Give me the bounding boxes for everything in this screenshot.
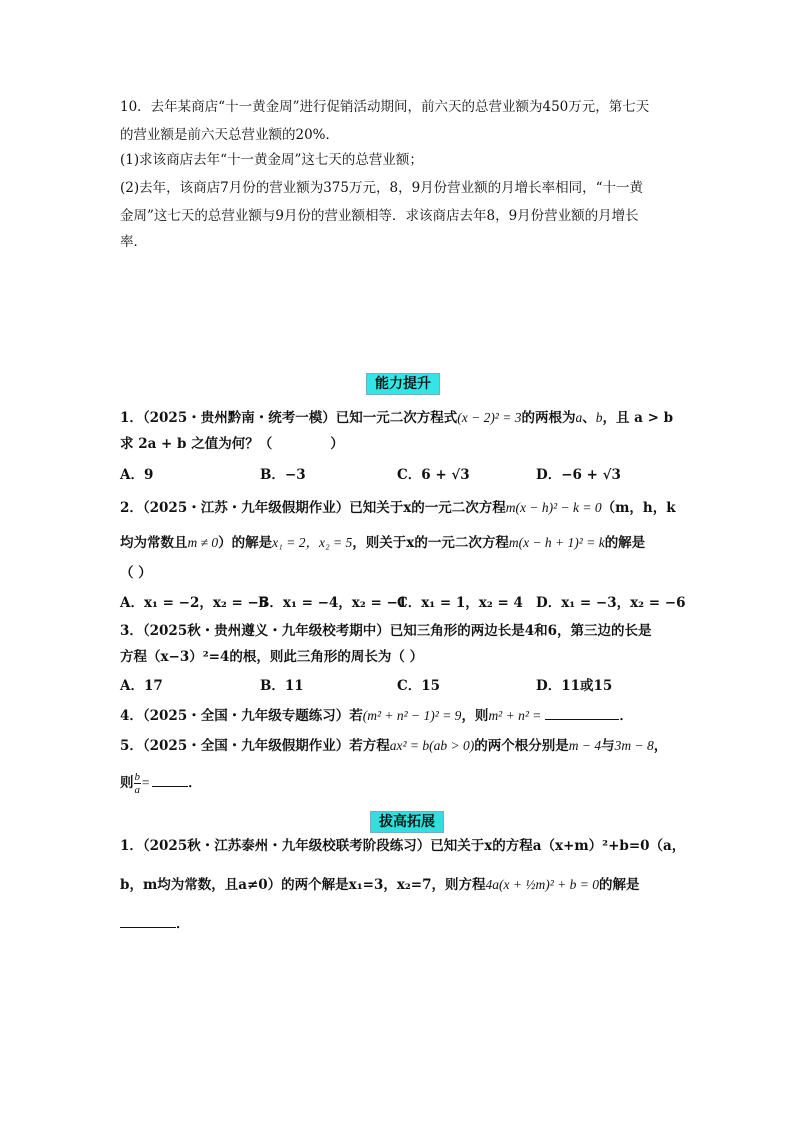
p2-text-7: 的一元二次方程 — [414, 535, 509, 551]
q10-line-2: 的营业额是前六天总营业额的20%． — [120, 127, 340, 143]
e1-line-2 — [120, 870, 640, 900]
p1-option-a: A．9 — [120, 467, 154, 483]
e1-equation: 4a(x + ½m)² + b = 0 — [485, 877, 599, 892]
p3-line-1: 3．（2025秋・贵州遵义・九年级校考期中）已知三角形的两边长是4和6，第三边的长是 — [120, 623, 652, 639]
p1-line-2 — [120, 434, 344, 454]
p1-root-b: b — [595, 410, 603, 425]
p5-end: ． — [188, 775, 202, 791]
p5-line-1 — [120, 736, 667, 756]
p5-fraction — [134, 771, 142, 796]
p5-fraction-numerator: b — [134, 771, 140, 783]
p5-prefix: 5．（2025・全国・九年级假期作业）若方程 — [120, 738, 390, 754]
p3-line-2: 方程（x−3）²=4的根，则此三角形的周长为（ ） — [120, 649, 424, 665]
p2-equation-2: m(x − h + 1)² = k — [508, 535, 605, 550]
e1-end: ． — [176, 916, 190, 932]
p5-fraction-denominator: a — [134, 784, 140, 796]
p4-answer-blank[interactable] — [545, 705, 619, 720]
p2-text-5: ）的解是 — [218, 535, 273, 551]
p5-equals: = — [141, 775, 151, 790]
p5-comma: ， — [653, 738, 668, 754]
p3-option-a: A．17 — [120, 678, 163, 694]
p2-text-6: ，则关于 — [352, 535, 407, 551]
e1-answer-blank[interactable] — [120, 913, 176, 928]
p2-line-3: （ ） — [120, 565, 152, 581]
p2-var-x-2: x — [406, 535, 415, 551]
p3-option-d: D．11或15 — [536, 678, 613, 694]
p3-option-c: C．15 — [397, 678, 441, 694]
section-ability-tag: 能力提升 — [366, 373, 440, 395]
p1-prefix: 1．（2025・贵州黔南・统考一模）已知一元二次方程式 — [120, 410, 458, 426]
p5-line-2 — [120, 768, 202, 798]
p5-and: 与 — [601, 738, 615, 754]
p5-equation: ax² = b(ab > 0) — [389, 738, 475, 753]
q10-line-6: 率． — [120, 234, 147, 250]
p1-option-d: D．−6 + √3 — [536, 467, 621, 483]
e1-line-1: 1．（2025秋・江苏泰州・九年级校联考阶段练习）已知关于x的方程a（x+m）²+b=0（a， — [120, 838, 686, 854]
p1-option-c: C．6 + √3 — [397, 467, 470, 483]
e1-line-3 — [120, 913, 190, 934]
p1-mid: 的两根为 — [521, 410, 576, 426]
p4-equation: (m² + n² − 1)² = 9 — [362, 708, 462, 723]
p2-condition: m ≠ 0 — [187, 535, 219, 550]
q10-line-4: (2)去年，该商店7月份的营业额为375万元，8，9月份营业额的月增长率相同，“十一黄 — [120, 180, 644, 196]
p1-question: 求 2a + b 之值为何？（ — [120, 436, 273, 452]
p2-equation-1: m(x − h)² − k = 0 — [505, 500, 602, 515]
p4-end: ． — [619, 708, 633, 724]
p2-var-x: x — [403, 500, 412, 516]
p1-condition: ，且 a > b — [602, 410, 674, 426]
q10-line-1: 10．去年某商店“十一黄金周”进行促销活动期间，前六天的总营业额为450万元，第七天 — [120, 99, 650, 115]
p2-solution: x₁ = 2，x₂ = 5 — [272, 535, 353, 550]
p2-text-2: 的一元二次方程 — [411, 500, 506, 516]
p2-line-2 — [120, 533, 645, 553]
p2-option-a: A．x₁ = −2，x₂ = −5 — [120, 595, 269, 611]
p5-then: 则 — [120, 775, 134, 791]
e1-text-2: 的解是 — [599, 877, 640, 893]
p4-line — [120, 705, 633, 726]
q10-line-5: 金周”这七天的总营业额与9月份的营业额相等．求该商店去年8，9月份营业额的月增长 — [120, 208, 639, 224]
p1-sep: 、 — [582, 410, 596, 426]
p1-line-1 — [120, 408, 673, 428]
p2-option-c: C．x₁ = 1，x₂ = 4 — [397, 595, 523, 611]
p2-text-8: 的解是 — [604, 535, 646, 551]
p5-mid: 的两个根分别是 — [474, 738, 569, 754]
e1-text-1: b，m均为常数，且a≠0）的两个解是x₁=3，x₂=7，则方程 — [120, 877, 486, 893]
p5-root-1: m − 4 — [568, 738, 602, 753]
p5-answer-blank[interactable] — [152, 772, 188, 787]
p2-text-4: 均为常数且 — [120, 535, 188, 551]
p2-text-3: （m，h，k — [601, 500, 676, 516]
section-extension-tag: 拔高拓展 — [370, 811, 444, 833]
p4-prefix: 4．（2025・全国・九年级专题练习）若 — [120, 708, 363, 724]
p1-root-a: a — [575, 410, 583, 425]
q10-line-3: (1)求该商店去年“十一黄金周”这七天的总营业额； — [120, 152, 423, 168]
p3-option-b: B．11 — [260, 678, 304, 694]
p4-mid: ，则 — [461, 708, 489, 724]
p4-ask: m² + n² = — [488, 708, 542, 723]
p1-paren-close: ） — [330, 436, 344, 452]
p1-option-b: B．−3 — [260, 467, 306, 483]
p5-root-2: 3m − 8 — [614, 738, 654, 753]
p2-text-1: 2．（2025・江苏・九年级假期作业）已知关于 — [120, 500, 404, 516]
p2-line-1 — [120, 498, 676, 518]
p2-option-b: B．x₁ = −4，x₂ = −1 — [258, 595, 408, 611]
p2-option-d: D．x₁ = −3，x₂ = −6 — [536, 595, 686, 611]
p1-equation: (x − 2)² = 3 — [457, 410, 522, 425]
